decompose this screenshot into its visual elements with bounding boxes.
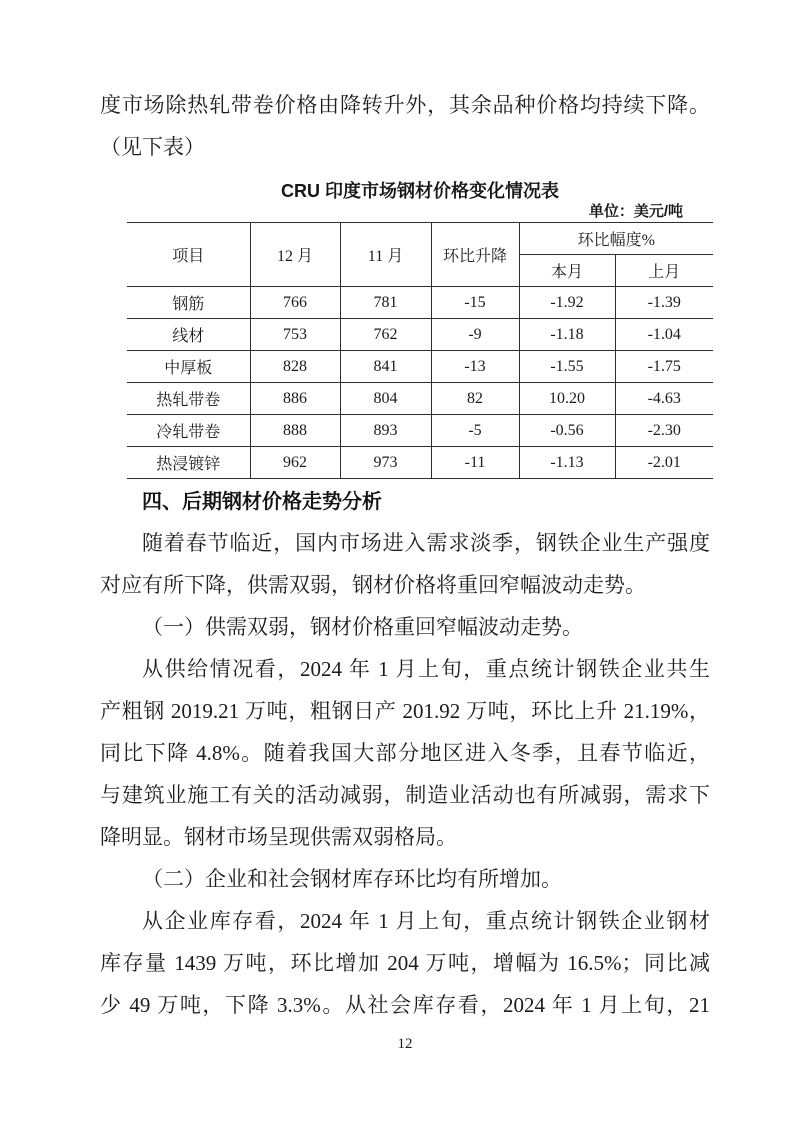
section-heading: 四、后期钢材价格走势分析: [142, 491, 382, 513]
paragraph-line: 同比下降 4.8%。随着我国大部分地区进入冬季，且春节临近，: [100, 741, 710, 765]
row-value: 753: [250, 319, 340, 351]
row-item-label: 钢筋: [127, 287, 250, 319]
row-item-label: 线材: [127, 319, 250, 351]
row-value: -2.30: [615, 415, 713, 447]
table-row: [127, 319, 713, 351]
table-row: [127, 415, 713, 447]
row-item-label: 冷轧带卷: [127, 415, 250, 447]
col-header-item: 项目: [127, 223, 250, 287]
row-value: 82: [431, 383, 519, 415]
subsection-heading: （二）企业和社会钢材库存环比均有所增加。: [142, 867, 562, 891]
row-value: -11: [431, 447, 519, 479]
row-value: -1.39: [615, 287, 713, 319]
row-value: -4.63: [615, 383, 713, 415]
row-value: -1.04: [615, 319, 713, 351]
row-value: -2.01: [615, 447, 713, 479]
price-table: [127, 222, 713, 479]
col-header-last-month: 上月: [615, 255, 713, 287]
paragraph-line: 库存量 1439 万吨，环比增加 204 万吨，增幅为 16.5%；同比减: [100, 951, 710, 975]
table-body: [127, 287, 713, 479]
intro-line: （见下表）: [100, 135, 205, 159]
row-item-label: 热浸镀锌: [127, 447, 250, 479]
paragraph-line: 少 49 万吨，下降 3.3%。从社会库存看，2024 年 1 月上旬，21: [100, 993, 710, 1017]
table-unit-label: 单位：美元/吨: [588, 203, 683, 220]
row-value: -1.55: [519, 351, 615, 383]
paragraph-line: 产粗钢 2019.21 万吨，粗钢日产 201.92 万吨，环比上升 21.19%，: [100, 699, 710, 723]
col-header-mom-pct: 环比幅度%: [519, 223, 713, 255]
paragraph-line: 从供给情况看，2024 年 1 月上旬，重点统计钢铁企业共生: [142, 657, 710, 681]
paragraph-line: 降明显。钢材市场呈现供需双弱格局。: [100, 825, 457, 849]
row-item-label: 热轧带卷: [127, 383, 250, 415]
row-value: 841: [340, 351, 431, 383]
row-value: -5: [431, 415, 519, 447]
body-flow: [100, 482, 710, 1026]
row-value: 888: [250, 415, 340, 447]
paragraph-line: 对应有所下降，供需双弱，钢材价格将重回窄幅波动走势。: [100, 573, 646, 597]
table-row: [127, 383, 713, 415]
row-value: 886: [250, 383, 340, 415]
row-value: -1.13: [519, 447, 615, 479]
paragraph-line: 随着春节临近，国内市场进入需求淡季，钢铁企业生产强度: [142, 531, 710, 555]
table-block: [127, 180, 713, 479]
table-row: [127, 351, 713, 383]
col-header-december: 12 月: [250, 223, 340, 287]
col-header-this-month: 本月: [519, 255, 615, 287]
row-value: -1.92: [519, 287, 615, 319]
table-row: [127, 447, 713, 479]
row-value: -1.18: [519, 319, 615, 351]
row-value: 828: [250, 351, 340, 383]
intro-paragraph: [100, 84, 710, 168]
row-value: -15: [431, 287, 519, 319]
page-number: 12: [397, 1036, 413, 1052]
row-value: 10.20: [519, 383, 615, 415]
col-header-november: 11 月: [340, 223, 431, 287]
table-title: CRU 印度市场钢材价格变化情况表: [281, 181, 559, 201]
col-header-mom-change: 环比升降: [431, 223, 519, 287]
intro-line: 度市场除热轧带卷价格由降转升外，其余品种价格均持续下降。: [100, 93, 710, 117]
table-row: [127, 287, 713, 319]
row-value: 973: [340, 447, 431, 479]
row-value: 781: [340, 287, 431, 319]
row-value: 893: [340, 415, 431, 447]
row-value: 766: [250, 287, 340, 319]
row-value: -13: [431, 351, 519, 383]
paragraph-line: 与建筑业施工有关的活动减弱，制造业活动也有所减弱，需求下: [100, 783, 710, 807]
row-value: -1.75: [615, 351, 713, 383]
table-header: [127, 223, 713, 287]
row-value: 804: [340, 383, 431, 415]
row-item-label: 中厚板: [127, 351, 250, 383]
row-value: 762: [340, 319, 431, 351]
row-value: 962: [250, 447, 340, 479]
paragraph-line: 从企业库存看，2024 年 1 月上旬，重点统计钢铁企业钢材: [142, 909, 710, 933]
row-value: -0.56: [519, 415, 615, 447]
row-value: -9: [431, 319, 519, 351]
subsection-heading: （一）供需双弱，钢材价格重回窄幅波动走势。: [142, 615, 583, 639]
